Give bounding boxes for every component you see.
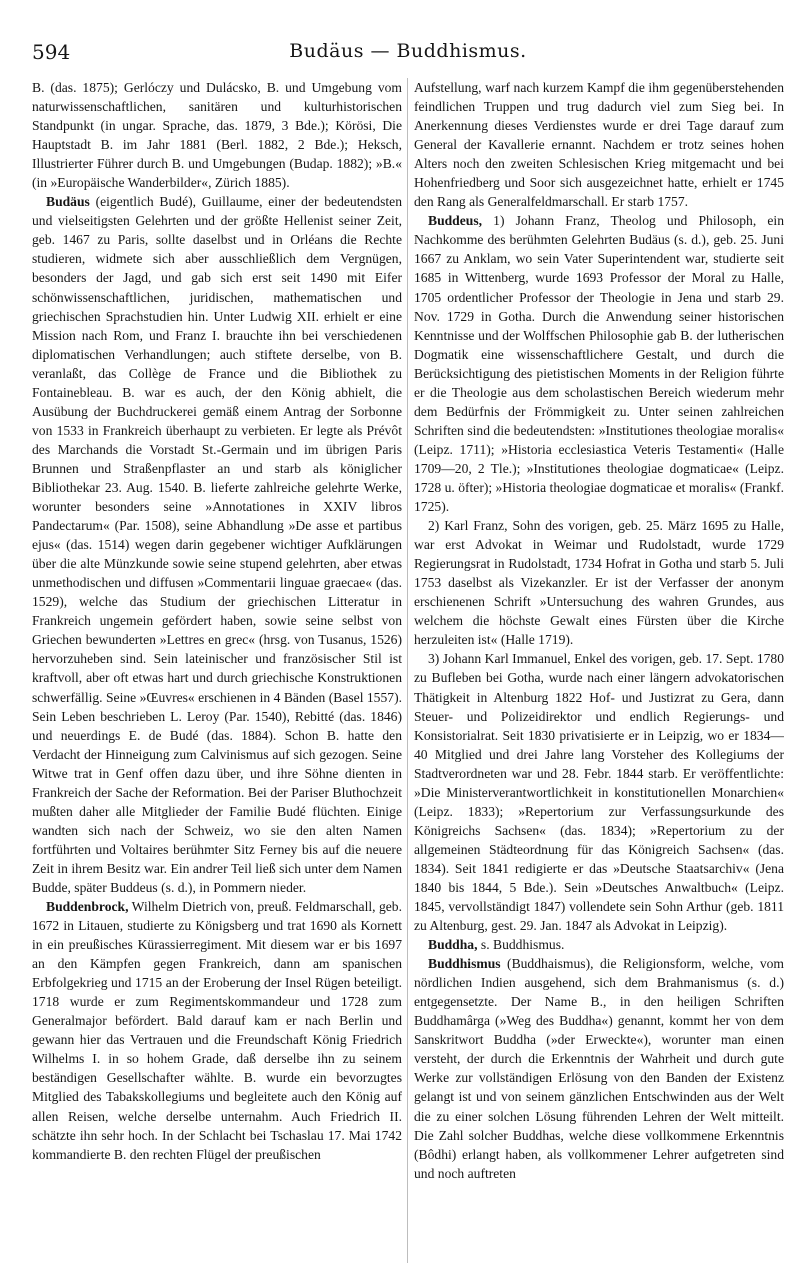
entry-text: s. Buddhismus. (477, 937, 565, 953)
entry-text: Wilhelm Dietrich von, preuß. Feldmarschall, geb. 1672 in Litauen, studierte zu Königsberg und trat 1690 als Kornett in ein preußisches Kürassierregiment. Mit diesem war er bis 1697 an den Kämpfen gegen Frankreich, dann am spanischen Erbfolgekrieg und 1715 an der Eroberung der Insel Rügen beteiligt. 1718 wurde er zum Regimentskommandeur und 1728 zum Generalmajor befördert. Bald darauf kam er nach Berlin und gewann hier das Vertrauen und die Freundschaft König Friedrich Wilhelms I. in so hohem Grade, daß derselbe ihn zu seinem beständigen Gesellschafter wählte. B. wurde ein bevorzugtes Mitglied des Tabakskollegiums und begleitete auch den König auf allen Reisen, welche derselbe unternahm. Auch Friedrich II. schätzte ihn sehr hoch. In der Schlacht bei Tschaslau 17. Mai 1742 kommandierte B. den rechten Flügel der preußischen (32, 899, 402, 1162)
entry-continuation (414, 78, 784, 211)
page-header (32, 40, 784, 74)
page-number: 594 (32, 40, 71, 64)
entry-headword: Buddhismus (428, 956, 501, 972)
text-columns (32, 78, 784, 1263)
right-column (414, 78, 784, 1263)
entry-headword: Buddha, (428, 937, 478, 953)
entry-headword: Buddeus, (428, 213, 483, 229)
entry-headword: Buddenbrock, (46, 899, 129, 915)
entry-text: 1) Johann Franz, Theolog und Philosoph, ein Nachkomme des berühmten Gelehrten Budäus (s. d.), geb. 25. Juni 1667 zu Anklam, wo sein Vater Superintendent war, studierte seit 1685 in Wittenberg, wurde 1693 Professor der Moral zu Halle, 1705 ordentlicher Professor der Theologie in Jena und starb 29. Nov. 1729 in Gotha. Durch die Anwendung seiner historischen Kenntnisse und der Wolffschen Philosophie gab B. der lutherischen Dogmatik eine wissenschaftlichere Gestalt, und durch die Berücksichtigung des pietistischen Moments in der Religion führte er die Theologie aus dem scholastischen Bereich wiederum mehr dem Bedürfnis der Frömmigkeit zu. Unter seinen zahlreichen Schriften sind die bedeutendsten: »Institutiones theologiae moralis« (Leipz. 1711); »Historia ecclesiastica Veteris Testamenti« (Halle 1709—20, 2 Tle.); »Institutiones theologiae dogmaticae« (Leipz. 1728 u. öfter); »Historia theologiae dogmaticae et moralis« (Frankf. 1725). (414, 213, 784, 515)
dictionary-entry (414, 211, 784, 516)
entry-text: B. (das. 1875); Gerlóczy und Dulácsko, B. und Umgebung vom naturwissenschaftlichen, sanitären und kulturhistorischen Standpunkt (in ungar. Sprache, das. 1879, 3 Bde.); Körösi, Die Hauptstadt B. im Jahr 1881 (Berl. 1882, 2 Bde.); Heksch, Illustrierter Führer durch B. und Umgebungen (Budap. 1882); »B.« (in »Europäische Wanderbilder«, Zürich 1885). (32, 80, 402, 191)
entry-continuation (32, 78, 402, 192)
running-head: Budäus — Buddhismus. (289, 40, 527, 62)
entry-headword: Budäus (46, 194, 90, 210)
dictionary-entry (32, 192, 402, 897)
entry-text: Aufstellung, warf nach kurzem Kampf die ihm gegenüberstehenden feindlichen Truppen und trug dadurch viel zum Sieg bei. In Anerkennung dieses Verdienstes wurde er drei Tage darauf zum General der Kavallerie ernannt. Nachdem er trotz seines hohen Alters noch den zweiten Schlesischen Krieg mitgemacht und bei Hohenfriedberg und Soor sich ausgezeichnet hatte, erhielt er 1745 den Rang als Generalfeldmarschall. Er starb 1757. (414, 80, 784, 210)
entry-text: (eigentlich Budé), Guillaume, einer der bedeutendsten und vielseitigsten Gelehrten und der größte Hellenist seiner Zeit, geb. 1467 zu Paris, sollte daselbst und in Orléans die Rechte studieren, widmete sich aber ausschließlich dem Vergnügen, besonders der Jagd, und gab sich erst seit 1490 mit Eifer schönwissenschaftlichen, juridischen, mathematischen und griechischen Sprachstudien hin. Unter Ludwig XII. erhielt er eine Mission nach Rom, und Franz I. brauchte ihn bei verschiedenen diplomatischen Verhandlungen; auch stiftete derselbe, von B. veranlaßt, das Collège de France und die Bibliothek zu Fontainebleau. B. war es auch, der den König abhielt, die Ausübung der Buchdruckerei gemäß einem Antrag der Sorbonne von 1533 in Frankreich überhaupt zu verbieten. Er legte als Prévôt des Marchands die Vorstadt St.-Germain und im übrigen Paris Brunnen und Straßenpflaster an und starb als königlicher Bibliothekar 23. Aug. 1540. B. lieferte zahlreiche gelehrte Werke, worunter besonders seine »Annotationes in XXIV libros Pandectarum« (Par. 1508), seine Abhandlung »De asse et partibus ejus« (das. 1514) wegen darin gegebener wichtiger Aufklärungen über die alte Münzkunde sowie seine stupend gelehrten, aber etwas unmethodischen und diffusen »Commentarii linguae graecae« (das. 1529), welche das Studium der griechischen Litteratur in Frankreich ungemein gefördert haben, sowie seine selbst von Griechen bewunderten »Lettres en grec« (hrsg. von Tusanus, 1526) hervorzuheben sind. Sein lateinischer und französischer Stil ist kraftvoll, aber oft etwas hart und durch griechische Konstruktionen schwerfällig. Seine »Œuvres« erschienen in 4 Bänden (Basel 1557). Sein Leben beschrieben L. Leroy (Par. 1540), Rebitté (das. 1846) und neuerdings E. de Budé (das. 1884). Schon B. hatte den Verdacht der Hinneigung zum Calvinismus auf sich gezogen. Seine Witwe trat in Genf offen dazu über, und ihre Söhne dienten in Frankreich der Sache der Reformation. Bei der Pariser Bluthochzeit mußten daher alle Mitglieder der Familie Budé flüchten. Einige wandten sich nach der Schweiz, wo sie den alten Namen fortführten und Voltaires berühmter Sitz Ferney bis auf die neuere Zeit in ihrem Besitz war. Ein andrer Teil ließ sich unter dem Namen Budde, später Buddeus (s. d.), in Pommern nieder. (32, 194, 402, 895)
column-divider (407, 78, 408, 1263)
entry-text: (Buddhaismus), die Religionsform, welche, vom nördlichen Indien ausgehend, sich dem Brahmanismus (s. d.) entgegensetzte. Der Name B., in den heiligen Schriften Buddhamârga (»Weg des Buddha«) genannt, kommt her von dem Sanskritwort Buddha (»der Erweckte«), worunter man einen versteht, der durch die Erkenntnis der Wahrheit und durch gute Werke zur vollständigen Erlösung von den Banden der Existenz gelangt ist und von seinem gänzlichen Entschwinden aus der Welt die zu einer solchen Lösung führenden Lehren der Welt mitteilt. Die Zahl solcher Buddhas, welche diese vollkommene Erkenntnis (Bôdhi) erlangt haben, als vollkommener Lehrer aufgetreten sind und noch auftreten (414, 956, 784, 1181)
sub-entry (414, 649, 784, 935)
dictionary-entry (414, 935, 784, 954)
entry-text: 2) Karl Franz, Sohn des vorigen, geb. 25. März 1695 zu Halle, war erst Advokat in Weimar und Rudolstadt, wurde 1729 Regierungsrat in Rudolstadt, 1734 Hofrat in Gotha und starb 5. Juli 1753 daselbst als Vizekanzler. Er ist der Verfasser der anonym erschienenen Schrift »Untersuchung des wahren Grundes, aus welchem die höchste Gewalt eines Fürsten über die Kirche herzuleiten ist« (Halle 1719). (414, 518, 784, 648)
dictionary-entry (32, 897, 402, 1164)
left-column (32, 78, 402, 1263)
dictionary-entry (414, 954, 784, 1183)
sub-entry (414, 516, 784, 649)
entry-text: 3) Johann Karl Immanuel, Enkel des vorigen, geb. 17. Sept. 1780 zu Bufleben bei Gotha, wurde nach einer längern advokatorischen Thätigkeit in Altenburg 1822 Hof- und Justizrat zu Gera, dann Steuer- und Polizeidirektor und endlich Regierungs- und Konsistorialrat. Seit 1830 privatisierte er in Leipzig, wo er 1834—40 Mitglied und drei Jahre lang Vorsteher des Kollegiums der Stadtverordneten war und 28. Febr. 1844 starb. Er veröffentlichte: »Die Ministerverantwortlichkeit in konstitutionellen Monarchien« (Leipz. 1833); »Repertorium zur Verfassungsurkunde des Königreichs Sachsen« (das. 1834); »Repertorium zu der allgemeinen Städteordnung für das Königreich Sachsen« (das. 1834). Seit 1841 redigierte er das »Deutsche Staatsarchiv« (Jena 1840 bis 1844, 5 Bde.). Sein »Deutsches Anwaltbuch« (Leipz. 1845, vervollständigt 1847) vollendete sein Sohn Arthur (geb. 1811 zu Altenburg, gest. 29. Jan. 1847 als Advokat in Leipzig). (414, 651, 784, 934)
